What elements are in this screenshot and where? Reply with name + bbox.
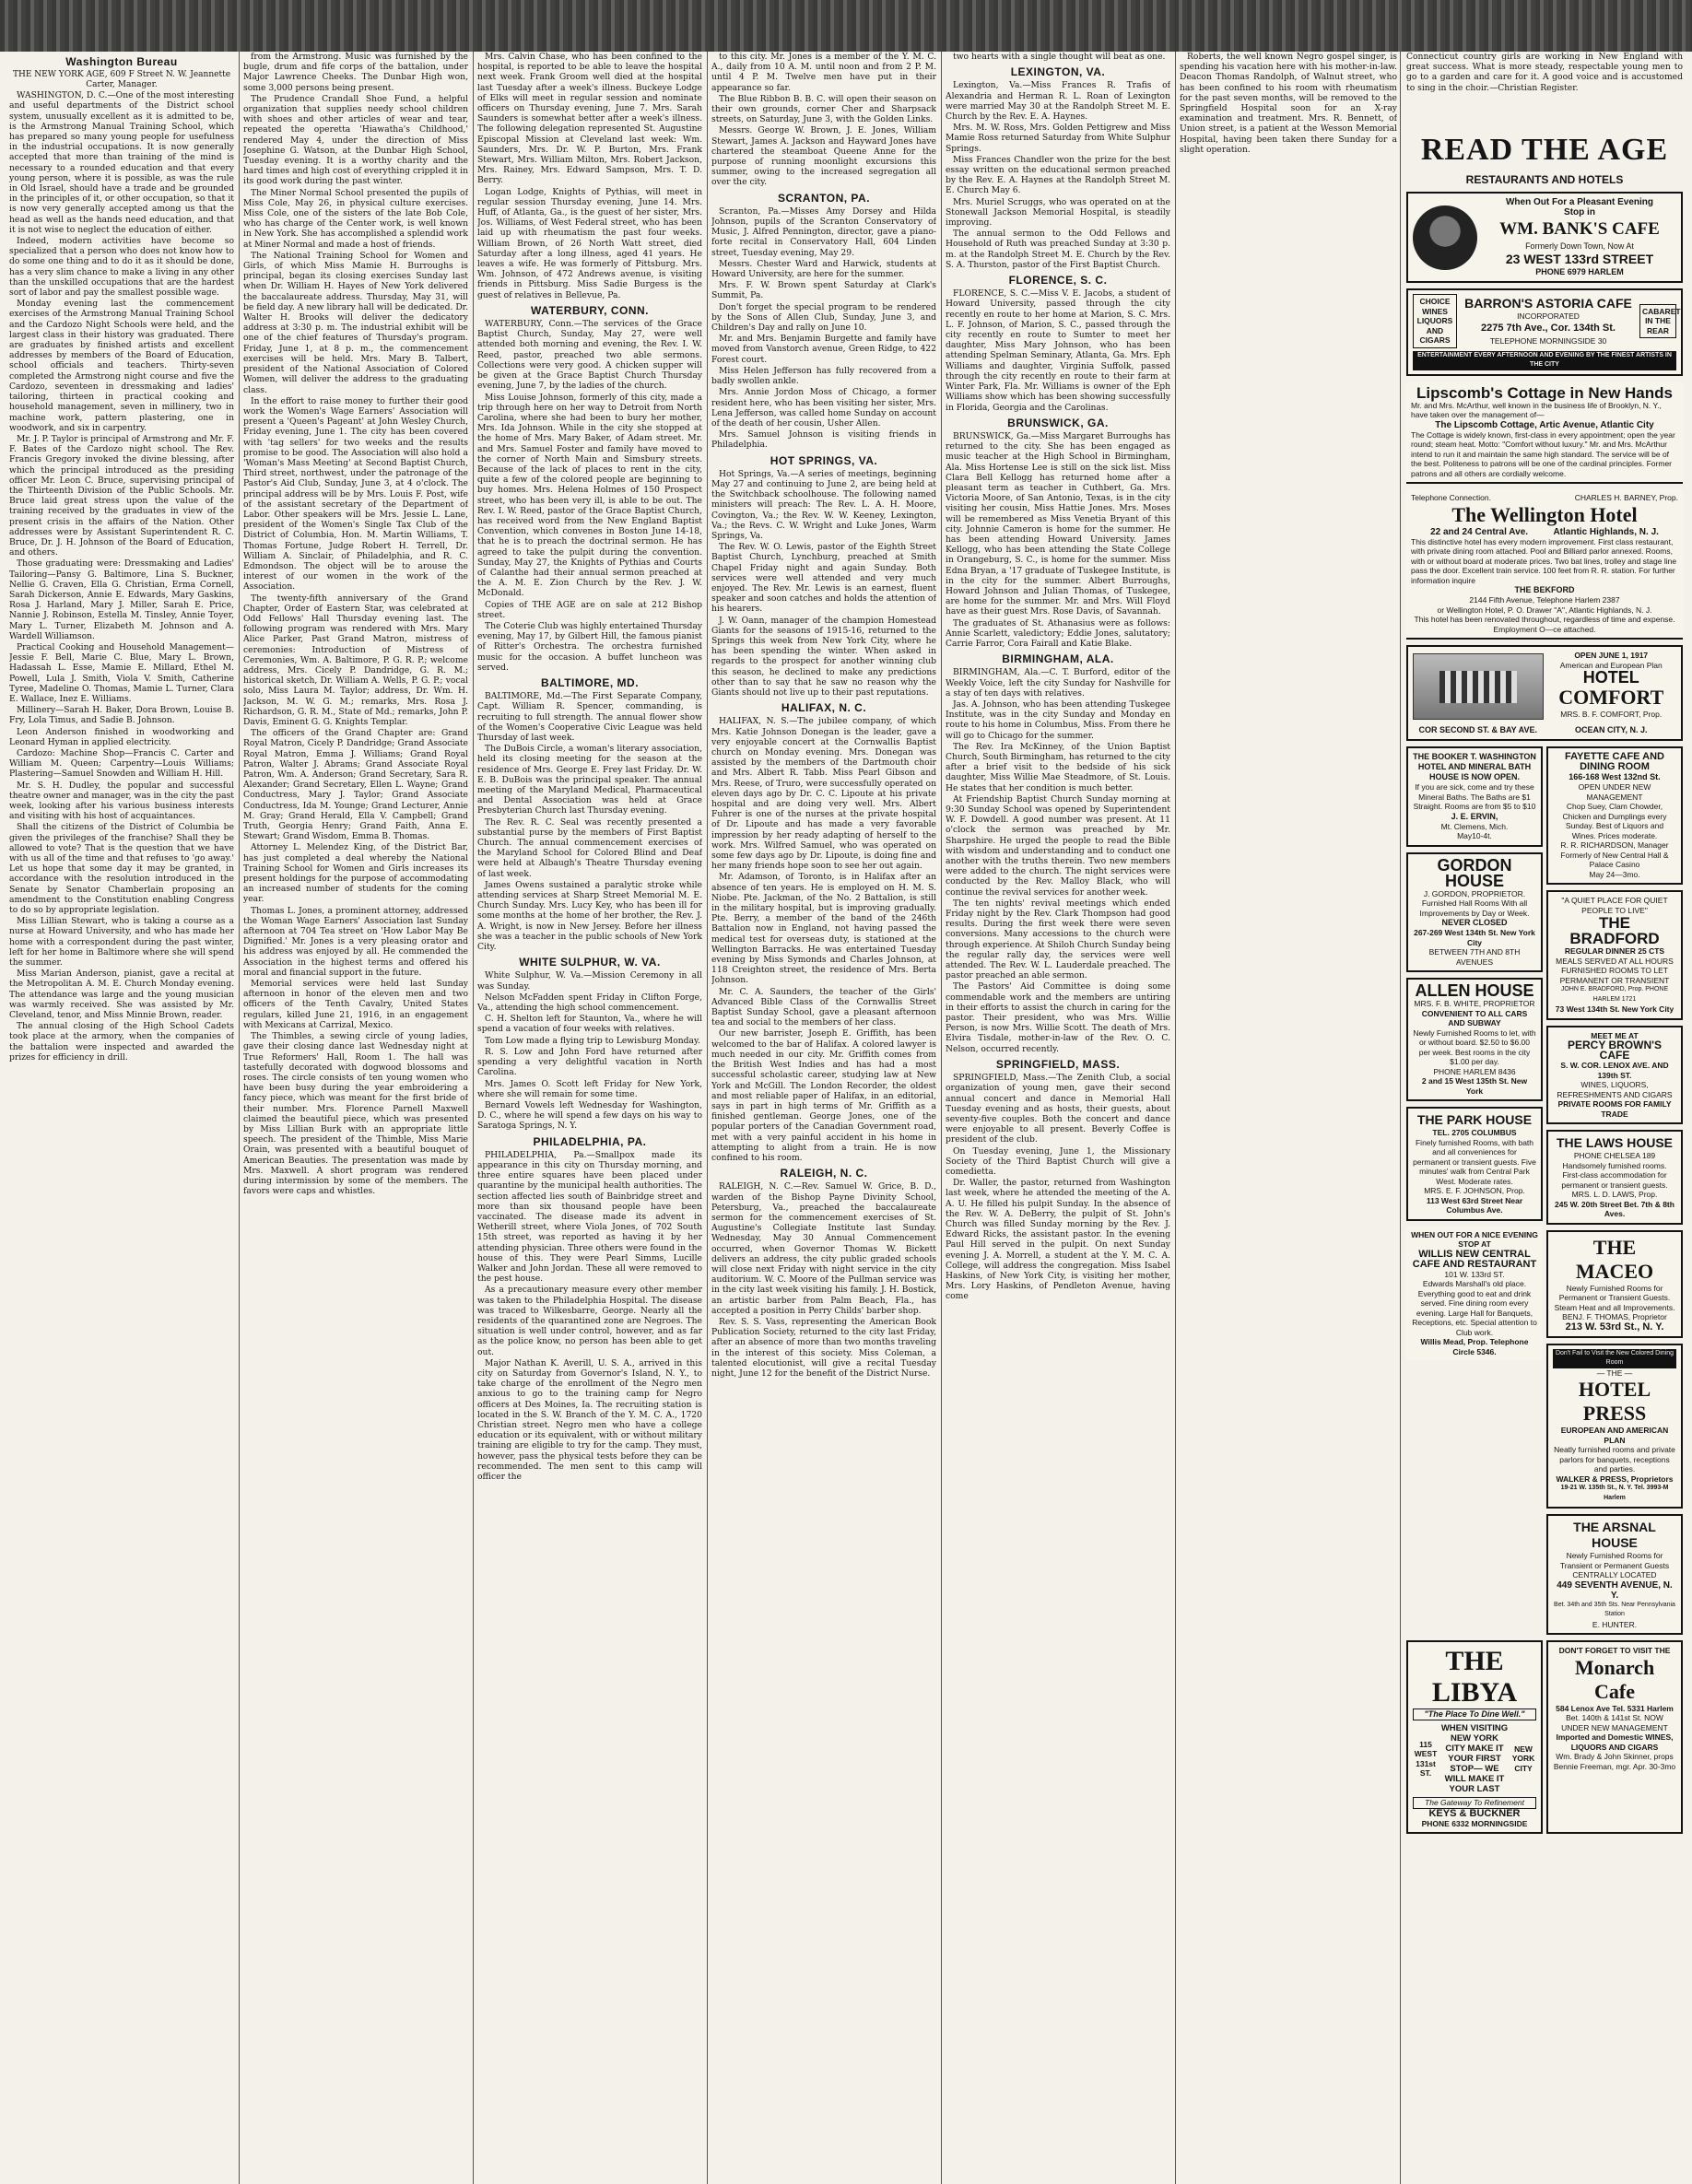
article-paragraph: SPRINGFIELD, Mass.—The Zenith Club, a social organization of young men, gave their second annual concert and dance in Memorial Hall Tuesday evening and as hosts, their guests, about seventy-five couples. Both the concert and dance were enjoyable to all present. Beverly Coffee is president of the club. bbox=[946, 1073, 1170, 1145]
article-paragraph: Miss Lillian Stewart, who is taking a course as a nurse at Howard University, and who has made her home with a correspondent during the past winter, left for her home in Baltimore where she will spend the summer. bbox=[9, 916, 234, 969]
ad-address: 73 West 134th St. New York City bbox=[1555, 1004, 1674, 1014]
column-rule bbox=[941, 52, 942, 2184]
article-paragraph: Miss Frances Chandler won the prize for the best essay written on the educational sermon preached by the Rev. E. A. Haynes at the Randolph Street M. E. Church May 6. bbox=[946, 154, 1170, 196]
ad-title: THE ARSNAL HOUSE bbox=[1573, 1520, 1656, 1550]
ad-proprietor: BENJ. F. THOMAS, Proprietor bbox=[1562, 1312, 1667, 1321]
column-rule bbox=[473, 52, 474, 2184]
banks-cafe-ad bbox=[1406, 192, 1683, 283]
article-paragraph: Nelson McFadden spent Friday in Clifton Forge, Va., attending the high school commencement. bbox=[477, 992, 702, 1014]
article-paragraph: Don't forget the special program to be rendered by the Sons of Allen Club, Sunday, June 3, and Children's Day and rally on June 10. bbox=[711, 301, 936, 334]
ad-text: PERMANENT OR TRANSIENT bbox=[1559, 975, 1670, 985]
article-paragraph: Those graduating were: Dressmaking and Ladies' Tailoring—Pansy G. Baltimore, Lina S. Buckner, Nellie G. Craven, Ella G. Christian, Erma Cornell, Sarah Dickerson, Annie E. Edwards, Mary Gaskins, Rosa J. Harland, Mary J. Miller, Sarah E. Price, Nannie J. Robinson, Estella M. Tinsley, Annie Toyer, Mary L. Turner, Elizabeth M. Johnson and A. Wardell Williamson. bbox=[9, 558, 234, 641]
bradford-ad bbox=[1546, 890, 1683, 1020]
ad-title: WM. BANK'S CAFE bbox=[1499, 219, 1660, 239]
ad-title: COMFORT bbox=[1558, 686, 1664, 709]
ad-proprietor: MRS. E. F. JOHNSON, Prop. bbox=[1424, 1186, 1525, 1195]
section-heading: BRUNSWICK, GA. bbox=[1007, 416, 1109, 429]
section-heading: SCRANTON, PA. bbox=[777, 191, 871, 205]
ad-title: BARRON'S ASTORIA CAFE bbox=[1464, 295, 1632, 311]
article-paragraph: C. H. Shelton left for Staunton, Va., where he will spend a vacation of four weeks with relatives. bbox=[477, 1014, 702, 1035]
article-paragraph: Miss Marian Anderson, pianist, gave a recital at the Metropolitan A. M. E. Church Monday evening. The attendance was large and the young musician was warmly received. She was assisted by Mr. Cleveland, tenor, and Miss Minnie Brown, reader. bbox=[9, 969, 234, 1021]
column-2 bbox=[243, 52, 468, 2184]
ad-address: 267-269 West 134th St. New York City bbox=[1414, 928, 1535, 947]
scanned-page-top-edge bbox=[0, 0, 1692, 52]
ad-text: Edwards Marshall's old place. Everything good to eat and drink served. Fine dining room every evening. Large Hall for Banquets, Receptions, etc. Special attention to Club work. bbox=[1412, 1279, 1537, 1337]
ad-title: THE PARK HOUSE bbox=[1416, 1112, 1533, 1127]
ad-text: NEVER CLOSED bbox=[1441, 918, 1508, 927]
section-heading: FLORENCE, S. C. bbox=[1008, 274, 1108, 288]
ad-title: ALLEN HOUSE bbox=[1415, 981, 1534, 1000]
article-paragraph: Mrs. Calvin Chase, who has been confined to the hospital, is reported to be able to leave the hospital next week. Frank Groom well died at the hospital last Tuesday after a week's illness. Buckeye Lodge of Elks will meet in regular session and nominate officers on Thursday evening, June 7. Mrs. Sarah Saunders is somewhat better after a week's illness. The following delegation represented St. Augustine Episcopal Mission at Cleveland last week: Wm. Saunders, Mrs. Dr. W. P. Burton, Mrs. Frank Stewart, Mrs. William Milton, Mrs. Robert Jackson, Mrs. Rainey, Mrs. Edward Sampson, Mrs. T. D. Berry. bbox=[477, 52, 702, 186]
lipscomb-cottage-ad bbox=[1406, 382, 1683, 485]
article-paragraph: Millinery—Sarah H. Baker, Dora Brown, Louise B. Fry, Lola Timus, and Sadie B. Johnson. bbox=[9, 705, 234, 726]
ad-address: 584 Lenox Ave Tel. 5331 Harlem bbox=[1556, 1703, 1674, 1713]
article-paragraph: Messrs. Chester Ward and Harwick, students at Howard University, are here for the summer. bbox=[711, 258, 936, 280]
allen-house-ad bbox=[1406, 978, 1543, 1101]
article-paragraph: HALIFAX, N. S.—The jubilee company, of which Mrs. Katie Johnson Donegan is the leader, gave a very enjoyable concert at the Cornwallis Baptist church on Monday evening. Mrs. Donegan was assisted by the members of the Dartmouth choir and Mrs. Albert R. Tabb. Miss Pearl Gibson and Mrs. Reese, of Truro, were successfully operated on eleven days ago by Dr. C. C. Lipoute at his private hospital and are doing very well. Mrs. Albert Fuhrer is one of the nurses at the private hospital of Dr. Lipoute and has made a very favorable impression by her ready adapting of herself to the work. Mrs. Wilfred Samuel, who was operated on some few days ago by Dr. Lipoute, is doing fine and her many friends hope soon to see her out again. bbox=[711, 716, 936, 872]
column-6 bbox=[1180, 52, 1397, 2184]
ad-proprietor: WALKER & PRESS, Proprietors bbox=[1556, 1474, 1674, 1484]
column-1 bbox=[9, 52, 234, 2184]
ad-address: S. W. COR. LENOX AVE. AND 139th ST. bbox=[1560, 1061, 1669, 1080]
ad-proprietor: KEYS & BUCKNER bbox=[1428, 1807, 1521, 1819]
article-paragraph: Lexington, Va.—Miss Frances R. Trafis of Alexandria and Herman R. L. Roan of Lexington were married May 30 at the Randolph Street M. E. Church by the Rev. E. A. Haynes. bbox=[946, 80, 1170, 123]
ad-address: COR SECOND ST. & BAY AVE. bbox=[1418, 725, 1538, 734]
article-paragraph: Mr. C. A. Saunders, the teacher of the Girls' Advanced Bible Class of the Cornwallis Street Baptist Sunday School, gave a pleasant afternoon tea and social to the members of her class. bbox=[711, 986, 936, 1028]
section-heading: WATERBURY, CONN. bbox=[531, 303, 649, 317]
ad-proprietor: J. GORDON, PROPRIETOR. bbox=[1423, 888, 1526, 898]
ad-phone: PHONE CHELSEA 189 bbox=[1573, 1151, 1656, 1160]
ad-text: Mr. and Mrs. McArthur, well known in the business life of Brooklyn, N. Y., have taken over the management of— bbox=[1411, 400, 1662, 419]
ad-title: THE BRADFORD bbox=[1569, 914, 1660, 947]
article-paragraph: Thomas L. Jones, a prominent attorney, addressed the Woman Wage Earners' Association last Sunday afternoon at 704 Tea street on 'How Labor May Be Dignified.' Mr. Jones is a very pleasing orator and his address was enjoyed by all. He commended the Association in the highest terms and offered his moral and financial support in the future. bbox=[243, 905, 468, 978]
article-paragraph: James Owens sustained a paralytic stroke while attending services at Sharp Street Memorial M. E. Church Sunday. Mrs. Lucy Key, who has been ill for some months at the home of her brother, the Rev. J. A. Wright, is now in New Jersey. Before her illness she was a teacher in the public schools of New York City. bbox=[477, 879, 702, 953]
section-heading: BIRMINGHAM, ALA. bbox=[1002, 652, 1114, 666]
ad-title: FAYETTE CAFE AND DINING ROOM bbox=[1565, 751, 1664, 772]
ad-phone: PHONE HARLEM 8436 bbox=[1433, 1066, 1516, 1076]
ad-address: 2 and 15 West 135th St. New York bbox=[1421, 1076, 1528, 1096]
article-paragraph: Monday evening last the commencement exercises of the Armstrong Manual Training School and the Cardozo Night Schools were held, and the largest class in their history was graduated. There are graduates by finished artists and excellent addresses by members of the Board of Education, school officials and teachers. Thirty-seven completed the Armstrong night course and five the Cardozo, seventeen in dressmaking and ladies' tailoring, thirteen in practical cooking and household management, seven in millinery, two in machine work, pattern plastering, one in woodwork, and six in carpentry. bbox=[9, 299, 234, 433]
ad-title: THE MACEO bbox=[1575, 1235, 1654, 1283]
article-paragraph: Tom Low made a flying trip to Lewisburg Monday. bbox=[485, 1035, 700, 1046]
article-paragraph: The Rev. W. O. Lewis, pastor of the Eighth Street Baptist Church, Lynchburg, preached at Smith Chapel Friday night and again Sunday. Both services were well attended and very much enjoyed. The Rev. Mr. Lewis is an earnest, fluent speaker and soon catches and holds the attention of his hearers. bbox=[711, 542, 936, 615]
ad-text: The Lipscomb Cottage, Artic Avenue, Atlantic City bbox=[1435, 419, 1654, 430]
ad-proprietor: MRS. B. F. COMFORT, Prop. bbox=[1560, 710, 1663, 719]
ad-text: OPEN UNDER NEW MANAGEMENT bbox=[1578, 782, 1651, 802]
ad-phone: TEL. 2705 COLUMBUS bbox=[1432, 1128, 1517, 1137]
fayette-cafe-ad bbox=[1546, 746, 1683, 885]
ad-address: 23 WEST 133rd STREET bbox=[1505, 252, 1654, 266]
article-paragraph: The National Training School for Women and Girls, of which Miss Mamie H. Burroughs is principal, began its closing exercises Sunday last when Dr. William H. Hayes of New York delivered the baccalaureate address. Thursday, May 31, will be field day. A new library hall will be dedicated. Dr. Walter H. Brooks will deliver the dedicatory address at 3:30 p. m. The industrial exhibit will be one of the chief features of Thursday's program. Friday, June 1, at 8 p. m., the commencement exercises will be held. Mrs. Mary B. Talbert, president of the National Association of Colored Women, will deliver the address to the graduating class. bbox=[243, 250, 468, 395]
ad-title: PERCY BROWN'S CAFE bbox=[1568, 1039, 1662, 1062]
article-paragraph: The graduates of St. Athanasius were as follows: Annie Scarlett, valedictory; Eddie Jones, salutatory; Carrie Farror, Cora Fairall and Katie Blake. bbox=[946, 617, 1170, 649]
article-paragraph: The Coterie Club was highly entertained Thursday evening, May 17, by Gilbert Hill, the famous pianist of Ritter's Orchestra. The orchestra furnished music for the occasion. A buffet luncheon was served. bbox=[477, 620, 702, 673]
article-paragraph: Mrs. Annie Jordon Moss of Chicago, a former resident here, who has been visiting her sister, Mrs. Lena Jefferson, was called home Sunday on account of the death of her cousin, Usher Allen. bbox=[711, 387, 936, 429]
ad-text: Stop in bbox=[1564, 207, 1595, 217]
ad-address: Mt. Clemens, Mich. bbox=[1440, 821, 1509, 831]
ad-text: Newly Furnished Rooms to let, with or without board. $2.50 to $6.00 per week. Best rooms in the city $1.00 per day. bbox=[1413, 1027, 1536, 1066]
column-rule bbox=[1400, 52, 1401, 2184]
ad-text: CONVENIENT TO ALL CARS AND SUBWAY bbox=[1421, 1008, 1528, 1027]
article-paragraph: Memorial services were held last Sunday afternoon in honor of the eleven men and two officers of the Tenth Cavalry, United States regulars, killed June 21, 1916, in an engagement with Mexicans at Carrizal, Mexico. bbox=[243, 979, 468, 1030]
ad-phone: Telephone Connection. bbox=[1411, 493, 1491, 502]
article-paragraph: The Rev. R. C. Seal was recently presented a substantial purse by the members of First Baptist Church. The annual commencement exercises of the Maryland School for Colored Blind and Deaf were held at Albaugh's Theatre Thursday evening of last week. bbox=[477, 816, 702, 879]
section-heading: HOT SPRINGS, VA. bbox=[770, 453, 878, 467]
ad-proprietor: Willis Mead, Prop. Telephone Circle 5346. bbox=[1420, 1337, 1529, 1356]
article-paragraph: Shall the citizens of the District of Columbia be given the privileges of the franchise? Shall they be allowed to vote? That is the question that we have with us all of the time and that refuses to 'go away.' Let us hope that some day it may be granted, in accordance with the resolution introduced in the Senate by Senator Chamberlain proposing an amendment to the Constitution enabling Congress to do so by appropriate legislation. bbox=[9, 822, 234, 916]
ad-text: MEET ME AT bbox=[1591, 1030, 1639, 1040]
article-paragraph: Attorney L. Melendez King, of the District Bar, has just completed a deal whereby the National Training School for Women and Girls increases its present holdings for the purpose of accommodating an increased number of students for the coming year. bbox=[243, 842, 468, 905]
ad-text: Imported and Domestic WINES, LIQUORS AND CIGARS bbox=[1556, 1732, 1674, 1752]
article-paragraph: Messrs. George W. Brown, J. E. Jones, William Stewart, James A. Jackson and Hayward Jones have chartered the steamboat Queene Anne for the purpose of running moonlight excursions this summer, owing to the increased segregation all over the city. bbox=[711, 125, 936, 188]
ad-address: OCEAN CITY, N. J. bbox=[1574, 725, 1648, 734]
ad-proprietor: JOHN E. BRADFORD, Prop. PHONE HARLEM 1721 bbox=[1560, 986, 1669, 1003]
percy-browns-cafe-ad bbox=[1546, 1026, 1683, 1125]
article-paragraph: The annual sermon to the Odd Fellows and Household of Ruth was preached Sunday at 3:30 p. m. at the Randolph Street M. E. Church by the Rev. S. A. Thurston, pastor of the First Baptist Church. bbox=[946, 229, 1170, 270]
ad-text: Formerly Down Town, Now At bbox=[1525, 241, 1634, 251]
ad-address: 449 SEVENTH AVENUE, N. Y. bbox=[1557, 1579, 1673, 1601]
ad-text: Chop Suey, Clam Chowder, Chicken and Dumplings every Sunday. Best of Liquors and Wines. Prices moderate. bbox=[1562, 802, 1667, 840]
ad-text: Furnished Hall Rooms With all Improvements by Day or Week. bbox=[1419, 898, 1530, 918]
article-paragraph: The Rev. Ira McKinney, of the Union Baptist Church, South Birmingham, has returned to the city after a brief visit to the bedside of his sick daughter, Miss Willie Mae Steadmore, of St. Louis. He states that her condition is much better. bbox=[946, 741, 1170, 793]
ad-text: FURNISHED ROOMS TO LET bbox=[1561, 966, 1668, 975]
hotel-building-image bbox=[1413, 653, 1544, 720]
ad-text: The Cottage is widely known, first-class in every appointment; open the year round; steam heat. Motto: "Comfort without luxury." Mr. and Mrs. McArthur intend to run it and maintain the same high standard. The service will be of the best. Politeness to patrons will be one of the cardinal principles. Former patrons and all others are cordially welcome. bbox=[1411, 429, 1675, 478]
article-paragraph: WASHINGTON, D. C.—One of the most interesting and useful departments of the District school system, unusually excellent as it is admitted to be, is the Armstrong Manual Training School, which has prepared so many young people for usefulness in the industrial occupations. It is now generally accepted that more than training of the mind is necessary to a rounded education and that every young person, where it is possible, as was the rule in Old Israel, should have a trade and be grounded in the principles of it, or other occupation, so that it is now very generally accepted among us that the head as well as the hands need education, and that it is not wise to neglect the education of either. bbox=[9, 90, 234, 235]
ad-address: 2275 7th Ave., Cor. 134th St. bbox=[1481, 323, 1616, 335]
article-paragraph: Our new barrister, Joseph E. Griffith, has been welcomed to the bar of Halifax. A colored lawyer is much needed in our city. Mr. Griffith comes from the British West Indies and has had a most successful scholastic career, studying law at New York and McGill. The London Recorder, the oldest and most reliable paper of Halifax, in an editorial, says in part in high terms of Mr. Griffith as a finished gentleman. George Jones, one of the popular porters of the Canadian Government road, met with a very painful accident in his home in attempting to alight from a train. He is now confined to his room. bbox=[711, 1028, 936, 1163]
article-paragraph: The twenty-fifth anniversary of the Grand Chapter, Order of Eastern Star, was celebrated at Odd Fellows' Hall Thursday evening last. The following program was rendered with Mrs. Mary Alice Parker, Past Grand Matron, mistress of ceremonies: Introduction of Mistress of Ceremonies, Wm. A. Baltimore, P. G. R. P.; welcome address, Mrs. Cicely P. Dandridge, G. R. M.; historical sketch, Dr. William A. Wells, P. G. P.; vocal solo, Miss Laura M. Taylor; address, Dr. Wm. H. Jackson, M. W. G. M.; remarks, Mrs. Rosa J. Richardson, G. R. M., State of Md.; remarks, John P. Davis, Eminent G. G. Knights Templar. bbox=[243, 593, 468, 727]
ad-text: Newly Furnished Rooms for Permanent or Transient Guests. Steam Heat and all Improvements. bbox=[1554, 1283, 1675, 1312]
article-paragraph: Mr. and Mrs. Benjamin Burgette and family have moved from Vanstorch avenue, Green Ridge, to 422 Forest court. bbox=[711, 334, 936, 365]
article-paragraph: Leon Anderson finished in woodworking and Leonard Hyman in applied electricity. bbox=[9, 726, 234, 747]
ad-text: HOTEL bbox=[1582, 668, 1639, 687]
arsnal-house-ad bbox=[1546, 1514, 1683, 1635]
article-paragraph: Logan Lodge, Knights of Pythias, will meet in regular session Thursday evening, June 14. Mrs. Huff, of Atlanta, Ga., is the guest of her sister, Mrs. Jos. Williams, of West Federal street, who has been laid up with rheumatism the past four weeks. William Brown, of 26 North Watt street, died Saturday after a long illness, aged 41 years. He leaves a wife. He was formerly of Pittsburg. Mrs. Wm. Johnson, of 472 Andrews avenue, is visiting friends in Pittsburg. Miss Sadie Burgess is the guest of relatives in Bellevue, Pa. bbox=[477, 186, 702, 300]
ad-text: PRIVATE ROOMS FOR FAMILY TRADE bbox=[1557, 1099, 1672, 1119]
ad-text: CABARET IN THE REAR bbox=[1639, 304, 1676, 339]
article-paragraph: Major Nathan K. Averill, U. S. A., arrived in this city on Saturday from Governor's Island, N. Y., to take charge of the enrollment of the Negro men anxious to go to the training camp for Negro officers at Des Moines, Ia. The recruiting station is located in the S. W. Branch of the Y. M. C. A., 1720 Christian street. Negro men who have a college education or its equivalent, with or without military training are eligible to try for the camp. They must, however, pass the physical tests before they can be recommended. The men sent to this camp will officer the bbox=[477, 1357, 702, 1483]
ad-text: INCORPORATED bbox=[1517, 311, 1580, 321]
ad-text: EUROPEAN AND AMERICAN PLAN bbox=[1560, 1426, 1669, 1445]
article-paragraph: At Friendship Baptist Church Sunday morning at 9:30 Sunday School was opened by Superintendent W. F. Dowdell. A good number was present. At 11 o'clock the sermon was preached by Mr. Sharpshire. He urged the people to read the Bible with wisdom and understanding and to conduct one another with the truths therein. Two new members were added to the church. The night services were conducted by the Rev. Malloy Black, who will continue the revival services for another week. bbox=[946, 793, 1170, 898]
ad-proprietor: E. HUNTER. bbox=[1592, 1619, 1638, 1629]
ad-address: 113 West 63rd Street Near Columbus Ave. bbox=[1426, 1195, 1523, 1215]
ad-text: Handsomely furnished rooms. First-class accommodation for permanent or transient guests. bbox=[1561, 1160, 1668, 1190]
ad-text: The Gateway To Refinement bbox=[1413, 1797, 1536, 1809]
read-the-age-heading: READ THE AGE bbox=[1420, 133, 1669, 167]
article-paragraph: Miss Louise Johnson, formerly of this city, made a trip through here on her way to Detroit from North Carolina, where she had been to bury her mother, Mrs. Ida Johnson. While in the city she stopped at the home of Mrs. Mary Baker, of Adam street. Mr. and Mrs. Samuel Foster and family have moved to the corner of North Main and Simsbury streets. Because of the lack of places to rent in the city, quite a few of the colored people are beginning to buy homes. Mrs. Helena Holmes of 150 Prospect street, who has been very ill, is able to be out. The Rev. I. W. Reed, pastor of the Grace Baptist Church, has received word from the New England Baptist Convention, which convenes in Boston June 14-18, that he is to preach the doctrinal sermon. He has agreed to take the pulpit during the convention. Sunday, May 27, the Knights of Pythias and Courts of Calanthe had their annual sermon preached at the A. M. E. Zion Church by the Rev. J. W. McDonald. bbox=[477, 392, 702, 599]
ad-phone: TELEPHONE MORNINGSIDE 30 bbox=[1489, 336, 1607, 346]
section-heading: BALTIMORE, MD. bbox=[540, 675, 640, 689]
ad-text: WINES, LIQUORS, REFRESHMENTS AND CIGARS bbox=[1557, 1080, 1673, 1099]
article-paragraph: The DuBois Circle, a woman's literary association, held its closing meeting for the season at the residence of Mrs. George E. Frey last Friday. Dr. W. E. B. DuBois was the principal speaker. The annual meeting of the Maryland Medical, Pharmaceutical and Dental Association was held at Grace Presbyterian Church last Thursday evening. bbox=[477, 744, 702, 816]
article-paragraph: In the effort to raise money to further their good work the Women's Wage Earners' Association will present a 'Queen's Pageant' at John Wesley Church, Friday evening, June 1. The city has been covered with 'tag sellers' for two weeks and the results promise to be good. The Association will also hold a 'Woman's Mass Meeting' at Second Baptist Church, Third street, northwest, under the patronage of the Pastor's Aid Club, Sunday, June 3, at 4 o'clock. The principal address will be by Mrs. Louis F. Post, wife of the assistant secretary of the Department of Labor. Other speakers will be Mrs. Jessie L. Lane, president of the Women's Single Tax Club of the District of Columbia, Hon. M. Martin Williams, T. Thomas Fortune, Judge Robert H. Terrell, Dr. William A. Sinclair, of Philadelphia, and R. C. Edmondson. The object will be to arouse the interest of our women in the work of the Association. bbox=[243, 395, 468, 593]
article-paragraph: RALEIGH, N. C.—Rev. Samuel W. Grice, B. D., warden of the Bishop Payne Divinity School, Petersburg, Va., preached the baccalaureate sermon for the commencement exercises of St. Augustine's Collegiate Institute last Sunday. Wednesday, May 30 Annual Commencement occurred, when Governor Thomas W. Bickett delivers an address, the city public graded schools will close next Friday with night service in the city auditorium. W. C. Moore of the Pullman service was in the city last week visiting his family. J. H. Bostick, an artistic barber from Palm Beach, Fla., has accepted a position in Perry Childs' barber shop. bbox=[711, 1181, 936, 1316]
ad-proprietor: J. E. ERVIN, bbox=[1451, 811, 1498, 821]
article-paragraph: The officers of the Grand Chapter are: Grand Royal Matron, Cicely P. Dandridge; Grand Associate Royal Matron, Emma J. Williams; Grand Royal Patron, Walter J. Abrams; Grand Associate Royal Patron, Wm. A. Anderson; Grand Secretary, Sara R. Alexander; Grand Secretary, Ellen L. Wayne; Grand Conductress, Mary J. Taylor; Grand Associate Conductress, Ida M. Younge; Grand Lecturer, Annie M. Gray; Grand Herald, Ella V. Campbell; Grand Truth, Georgia Henry; Grand Faith, Anna E. Stewart; Grand Wisdom, Emma B. Thomas. bbox=[243, 728, 468, 842]
column-rule bbox=[1175, 52, 1176, 2184]
article-paragraph: Mr. J. P. Taylor is principal of Armstrong and Mr. F. F. Bates of the Cardozo night school. The Rev. Francis Gregory invoked the divine blessing, after which the principal introduced as the presiding officer Mr. Leon C. Bruce, supervising principal of the Thirteenth Division of the Public Schools. Mr. Bruce laid great stress upon the value of the training received by the graduates in view of the present crisis in the affairs of the Nation. Other addresses were by Assistant Superintendent R. C. Bruce, Dr. J. H. Johnson of the Board of Education, and others. bbox=[9, 433, 234, 558]
hotel-press-ad bbox=[1546, 1344, 1683, 1509]
ad-text: When Out For a Pleasant Evening bbox=[1505, 197, 1654, 207]
article-paragraph: Mrs. Samuel Johnson is visiting friends in Philadelphia. bbox=[711, 429, 936, 451]
article-paragraph: WATERBURY, Conn.—The services of the Grace Baptist Church, Sunday, May 27, were well attended both morning and evening, the Rev. I. W. Reed, pastor, preached two able sermons. Collections were very good. A chicken supper will be given at the Grace Baptist Church Thursday evening, June 7, by the ladies of the church. bbox=[477, 319, 702, 392]
maceo-ad bbox=[1546, 1230, 1683, 1338]
ad-title: THE LAWS HOUSE bbox=[1556, 1135, 1673, 1150]
ad-text: — THE — bbox=[1596, 1368, 1633, 1378]
article-paragraph: two hearts with a single thought will beat as one. bbox=[953, 52, 1166, 62]
willis-cafe-ad bbox=[1406, 1227, 1543, 1361]
article-paragraph: R. S. Low and John Ford have returned after spending a very delightful vacation in North Carolina. bbox=[477, 1046, 702, 1078]
article-paragraph: Miss Helen Jefferson has fully recovered from a badly swollen ankle. bbox=[711, 365, 936, 387]
section-heading: WHITE SULPHUR, W. VA. bbox=[519, 956, 661, 969]
article-paragraph: from the Armstrong. Music was furnished by the bugle, drum and fife corps of the battalion, under Major Lawrence Cheeks. The Dunbar High won, some 3,000 persons being present. bbox=[243, 52, 468, 93]
ad-text: WHEN VISITING NEW YORK CITY MAKE IT YOUR FIRST STOP— WE WILL MAKE IT YOUR LAST bbox=[1440, 1723, 1509, 1794]
section-heading: RALEIGH, N. C. bbox=[780, 1167, 868, 1180]
ad-proprietor: Wm. Brady & John Skinner, props bbox=[1556, 1752, 1674, 1761]
ad-text: ENTERTAINMENT EVERY AFTERNOON AND EVENING BY THE FINEST ARTISTS IN THE CITY bbox=[1413, 351, 1676, 370]
article-paragraph: Mr. S. H. Dudley, the popular and successful theatre owner and manager, was in the city the past week, looking after his various business interests and visiting with his host of acquaintances. bbox=[9, 780, 234, 822]
ad-address: 101 W. 133rd ST. bbox=[1444, 1269, 1505, 1279]
article-paragraph: As a precautionary measure every other member was taken to the Philadelphia Hospital. The disease was traced to Wilkesbarre, George. Nearly all the residents of the quarantined zone are Negroes. The situation is well under control, however, and as far as the police know, no person has been able to get out. bbox=[477, 1285, 702, 1357]
ad-text: CHOICE WINES LIQUORS AND CIGARS bbox=[1413, 294, 1457, 348]
ad-text: Newly Furnished Rooms for Transient or Permanent Guests bbox=[1559, 1551, 1670, 1570]
ad-text: REGULAR DINNER 25 CTS bbox=[1564, 946, 1665, 956]
article-paragraph: PHILADELPHIA, Pa.—Smallpox made its appearance in this city on Thursday morning, and three entire squares have been placed under quarantine by the municipal health authorities. The section affected lies south of Bainbridge street and more than six thousand people have been vaccinated. The disease made its advent in Wetherill street, where Viola Jones, of 702 South 15th street, was reported as having it by her attending physician. Three others were found in the house of this. They were Pearl Simms, Lucille Walker and John Jordan. These all were removed to the pest house. bbox=[477, 1149, 702, 1285]
monarch-cafe-ad bbox=[1546, 1640, 1683, 1834]
ad-phone: PHONE 6979 HARLEM bbox=[1535, 267, 1624, 276]
ad-title: Lipscomb's Cottage in New Hands bbox=[1416, 383, 1673, 402]
article-paragraph: On Tuesday evening, June 1, the Missionary Society of the Third Baptist Church will give a comedietta. bbox=[946, 1145, 1170, 1177]
article-paragraph: The Blue Ribbon B. B. C. will open their season on their own grounds, corner Cher and Sharpsack streets, on Saturday, June 3, with the Golden Links. bbox=[711, 93, 936, 125]
ad-address: 19-21 W. 135th St., N. Y. Tel. 3993-M Harlem bbox=[1560, 1485, 1669, 1501]
article-paragraph: Jas. A. Johnson, who has been attending Tuskegee Institute, was in the city Sunday and Monday en route to his home in Columbus, Miss. From there he will go to Chicago for the summer. bbox=[946, 699, 1170, 741]
article-paragraph: White Sulphur, W. Va.—Mission Ceremony in all was Sunday. bbox=[477, 970, 702, 992]
advertisement-column bbox=[1403, 52, 1686, 2184]
article-paragraph: The Pastors' Aid Committee is doing some commendable work and the members are untiring in their efforts to assist the church in caring for the pastor. Their president, who was Mrs. Willie Person, is now Mrs. Willie Scott. The death of Mrs. Elvira Tisdale, mother-in-law of the Rev. O. C. Nelson, occurred recently. bbox=[946, 981, 1170, 1054]
article-paragraph: Copies of THE AGE are on sale at 212 Bishop street. bbox=[477, 599, 702, 620]
top-right-text: Connecticut country girls are working in New England with great success. What is more steady, respectable young men to go to a garden and care for it. A good voice and is accustomed to sing in the choir.—Christian Register. bbox=[1406, 52, 1683, 93]
article-paragraph: Bernard Vowels left Wednesday for Washington, D. C., where he will spend a few days on his way to Saratoga Springs, N. Y. bbox=[477, 1099, 702, 1132]
article-paragraph: The Miner Normal School presented the pupils of Miss Cole, May 26, in physical culture exercises. Miss Cole, one of the sisters of the late Bob Cole, who has charge of the Center work, is well known in New York. She has accomplished a splendid work at Miner Normal and made a host of friends. bbox=[243, 187, 468, 250]
ad-text: NEW YORK CITY bbox=[1511, 1744, 1535, 1773]
ad-text: CENTRALLY LOCATED bbox=[1572, 1570, 1657, 1579]
ad-text: If you are sick, come and try these Mineral Baths. The Baths are $1 Straight. Rooms are from $5 to $10 bbox=[1413, 782, 1536, 811]
ad-text: "The Place To Dine Well." bbox=[1413, 1708, 1536, 1720]
article-paragraph: Roberts, the well known Negro gospel singer, is spending his vacation here with his mother-in-law. Deacon Thomas Randolph, of Walnut street, who has been confined to his room with rheumatism for the past seven months, will be removed to the Springfield Hospital soon for an X-ray examination and treatment. Mrs. R. Bennett, of Union street, is a patient at the Wesson Memorial Hospital, having been taken there Sunday for a slight operation. bbox=[1180, 52, 1397, 155]
ad-text: Finely furnished Rooms, with bath and all conveniences for permanent or transient guests. Five minutes' walk from Central Park West. Moderate rates. bbox=[1413, 1137, 1536, 1186]
section-heading: PHILADELPHIA, PA. bbox=[533, 1134, 647, 1148]
article-paragraph: Indeed, modern activities have become so specialized that a person who does not know how to do some one thing and to do it as it should be done, has a very slim chance to make a living in any other than the unskilled occupations that are the hardest sort of labor and pay the smallest possible wage. bbox=[9, 236, 234, 299]
ad-title: THE BOOKER T. WASHINGTON HOTEL AND MINERAL BATH HOUSE IS NOW OPEN. bbox=[1413, 752, 1536, 781]
article-paragraph: The ten nights' revival meetings which ended Friday night by the Rev. Clark Thompson had good results. During the first week there were seven conversions. Many accessions to the church were through experience. At Shiloh Church Sunday being the regular rally day, the services were well attended. The Rev. W. L. Lauderdale preached. The pastor preached an able sermon. bbox=[946, 898, 1170, 981]
column-4 bbox=[711, 52, 936, 2184]
article-paragraph: The annual closing of the High School Cadets took place at the armory, when the companies of the battalion were inspected and awarded the prizes for efficiency in drill. bbox=[9, 1021, 234, 1063]
libya-ad bbox=[1406, 1640, 1543, 1834]
ad-title: THE LIBYA bbox=[1431, 1646, 1518, 1708]
ad-text: May10-4t. bbox=[1457, 831, 1492, 840]
section-heading: HALIFAX, N. C. bbox=[781, 701, 867, 715]
ad-text: Bet. 140th & 141st St. NOW UNDER NEW MANAGEMENT bbox=[1561, 1713, 1668, 1732]
ad-text: OPEN JUNE 1, 1917 bbox=[1574, 651, 1649, 660]
article-paragraph: Rev. S. S. Vass, representing the American Book Publication Society, returned to the city last Friday, after an absence of more than two months traveling in the interest of this society. Miss Coleman, a talented elocutionist, will give a recital Tuesday night, June 12 for the benefit of the District Nurse. bbox=[711, 1316, 936, 1379]
column-3 bbox=[477, 52, 702, 2184]
ad-text: American and European Plan bbox=[1559, 660, 1663, 670]
article-paragraph: FLORENCE, S. C.—Miss V. E. Jacobs, a student of Howard University, passed through the city recently en route to her home at Marion, S. C. Mrs. L. F. Johnson, of Marion, S. C., passed through the city recently en route to Sumter to meet her daughter, Miss Mary Johnson, who has been attending Spelman Seminary, Atlanta, Ga. Mrs. Eph Williams and daughter, Virginia Suffolk, passed through the city recently en route to their farm at Winter Park, Fla. Mr. Williams is owner of the Eph Williams show which has been showing successfully in Florida, Georgia and the Carolinas. bbox=[946, 288, 1170, 413]
ad-title: The Wellington Hotel bbox=[1451, 502, 1638, 526]
ad-phone: PHONE 6332 MORNINGSIDE bbox=[1421, 1818, 1528, 1828]
article-paragraph: BRUNSWICK, Ga.—Miss Margaret Burroughs has returned to the city. She has been engaged as music teacher at the High School in Birmingham, Ala. Miss Hortense Lee is still on the sick list. Miss Clara Bell Kellogg has returned home after a pleasant term as teacher in Cuthbert, Ga. Mrs. Victoria Moore, of San Antonio, Texas, is in the city visiting her cousin, Miss Hattie Jones. Mrs. Moses will be remembered as Miss Venetia Bryant of this city. Johnnie Cameron is home for the summer. He has been attending Howard University. James Kellogg, who has been attending the State College in Orangeburg, S. C., is home for the summer. Miss Edna Bryan, a '17 graduate of Tuskegee Institute, is in the city for the summer. Albert Burroughs, Howard Johnson and Julian Thomas, of Tuskegee, are home for the summer. Mr. and Mrs. Will Floyd have as their guest Mrs. Rose Davis, of Savannah. bbox=[946, 430, 1170, 617]
ad-text: "A QUIET PLACE FOR QUIET PEOPLE TO LIVE" bbox=[1561, 896, 1668, 915]
article-paragraph: Mrs. Muriel Scruggs, who was operated on at the Stonewall Jackson Memorial Hospital, is steadily improving. bbox=[946, 196, 1170, 229]
article-paragraph: Hot Springs, Va.—A series of meetings, beginning May 27 and continuing to June 2, are being held at the Switchback schoolhouse. The following named ministers will preach: The Rev. L. A. H. Moore, Covington, Va.; the Rev. W. W. Keeney, Lexington, Va.; the Revs. C. W. Wright and Luke Jones, Warm Springs, Va. bbox=[711, 468, 936, 541]
article-paragraph: J. W. Oann, manager of the champion Homestead Giants for the seasons of 1915-16, returned to the Springs this week from New York City, where he has been spending the winter. When asked in regards to the prospect for another winning club this season, he declined to make any predictions other than to say that he saw no reason why the Giants should not live up to their past reputations. bbox=[711, 615, 936, 698]
column-5 bbox=[946, 52, 1170, 2184]
article-paragraph: The Thimbles, a sewing circle of young ladies, gave their closing dance last Wednesday night at True Reformers' Hall, Room 1. The hall was tastefully decorated with dogwood blossoms and roses. The circle consists of ten young women who have been busy during the year embroidering a fancy piece, which was meant for the first bride of their number. Mrs. Florence Parnell Maxwell claimed the beautiful piece, which was presented by Miss Lillian Burk with an appropriate little speech. The president of the Thimble, Miss Marie Orain, was presented with a beautiful bouquet of American Beauties. The presentation was made by Mrs. Maxwell. A short program was rendered during intermission by some of the members. The favors were caps and whistles. bbox=[243, 1031, 468, 1197]
ad-proprietor: R. R. RICHARDSON, Manager bbox=[1560, 840, 1669, 850]
ad-title: HOTEL PRESS bbox=[1578, 1378, 1651, 1425]
ad-text: WHEN OUT FOR A NICE EVENING STOP AT bbox=[1411, 1229, 1538, 1249]
article-paragraph: The Prudence Crandall Shoe Fund, a helpful organization that supplies needy school children with shoes and other articles of wear and tear, repeated the operetta 'Hiawatha's Childhood,' rendered May 4, under the direction of Miss Josephine G. Watson, at the Dunbar High School, Tuesday evening. It is a worthy charity and the hard times and high cost of everything crippled it in its good work during the past winter. bbox=[243, 93, 468, 187]
article-paragraph: BALTIMORE, Md.—The First Separate Company, Capt. William R. Spencer, commanding, is recruiting to full strength. The annual flower show of the Women's Cooperative Civic League was held Thursday of last week. bbox=[477, 691, 702, 743]
ad-text: THE BEKFORD bbox=[1514, 585, 1575, 594]
section-byline: THE NEW YORK AGE, 609 F Street N. W. Jeannette Carter, Manager. bbox=[12, 70, 231, 90]
ad-text: May 24—3mo. bbox=[1589, 869, 1640, 879]
ad-address: 22 and 24 Central Ave. Atlantic Highlands, N. J. bbox=[1430, 526, 1659, 537]
ad-text: Neatly furnished rooms and private parlors for banquets, receptions and parties. bbox=[1554, 1445, 1675, 1474]
article-paragraph: Mrs. James O. Scott left Friday for New York, where she will remain for some time. bbox=[477, 1078, 702, 1099]
ad-proprietor: CHARLES H. BARNEY, Prop. bbox=[1574, 493, 1678, 502]
ad-title: WILLIS NEW CENTRAL CAFE AND RESTAURANT bbox=[1412, 1248, 1537, 1270]
booker-washington-hotel-ad bbox=[1406, 746, 1543, 847]
barrons-astoria-cafe-ad bbox=[1406, 288, 1683, 376]
ad-text: DON'T FORGET TO VISIT THE bbox=[1558, 1646, 1671, 1655]
article-paragraph: Scranton, Pa.—Misses Amy Dorsey and Hilda Johnson, pupils of the Scranton Conservatory of Music, J. Alfred Pennington, director, gave a piano-forte recital in Conservatory Hall, 604 Linden street, Tuesday evening, May 29. bbox=[711, 205, 936, 258]
ad-address: 166-168 West 132nd St. bbox=[1569, 772, 1661, 781]
wellington-hotel-ad bbox=[1406, 489, 1683, 640]
hotel-comfort-ad bbox=[1406, 645, 1683, 741]
ad-text: Formerly of New Central Hall & Palace Casino bbox=[1560, 850, 1669, 869]
ad-address: 2144 Fifth Avenue, Telephone Harlem 2387 bbox=[1469, 595, 1620, 605]
section-heading: Washington Bureau bbox=[65, 55, 178, 68]
ad-text: Bet. 34th and 35th Sts. Near Pennsylvania Station bbox=[1554, 1601, 1675, 1617]
proprietor-portrait bbox=[1413, 205, 1477, 270]
article-paragraph: BIRMINGHAM, Ala.—C. T. Burford, editor of the Weekly Voice, left the city Sunday for Nashville for a stay of ten days with relatives. bbox=[946, 667, 1170, 699]
ad-address: 245 W. 20th Street Bet. 7th & 8th Aves. bbox=[1555, 1199, 1674, 1218]
ad-text: Don't Fail to Visit the New Colored Dining Room bbox=[1553, 1349, 1676, 1368]
article-paragraph: Dr. Waller, the pastor, returned from Washington last week, where he attended the meeting of the A. A. U. He filled his pulpit Sunday. In the absence of the Rev. W. A. DeBerry, the pulpit of St. John's Church was filled Sunday morning by the Rev. J. Edward Ricks, the assistant pastor. In the evening Paul Hill served in the pulpit. On next Sunday evening J. A. Morrell, a student at the Y. M. C. A. College, will address the congregation. Miss Isabel Haskins, of New York City, is visiting her mother, Mrs. Lory Haskins, of Pendleton Avenue, having come bbox=[946, 1178, 1170, 1302]
restaurants-hotels-heading: RESTAURANTS AND HOTELS bbox=[1465, 173, 1624, 186]
ad-text: BETWEEN 7TH AND 8TH AVENUES bbox=[1428, 947, 1521, 967]
park-house-ad bbox=[1406, 1107, 1543, 1221]
article-paragraph: Practical Cooking and Household Management—Jessie F. Bell, Marie C. Blue, Mary L. Brown, Hadassah L. Esse, Mamie E. Millard, Ethel M. Powell, Lula J. Smith, Viola V. Smith, Catherine Tyree, Madeline O. Thomas, Mamie L. Turner, Clara E. Wallace, Inez E. Williams. bbox=[9, 641, 234, 704]
ad-address: or Wellington Hotel, P. O. Drawer "A", Atlantic Highlands, N. J. bbox=[1437, 605, 1652, 615]
article-paragraph: to this city. Mr. Jones is a member of the Y. M. C. A., daily from 10 A. M. until noon and from 2 P. M. until 4 P. M. Twelve men have put in their appearance so far. bbox=[711, 52, 936, 93]
article-paragraph: Mr. Adamson, of Toronto, is in Halifax after an absence of ten years. He is employed on H. M. S. Niobe. Pte. Jackman, of the No. 2 Battalion, is still in the military hospital, but is improving gradually. Pte. Berry, a member of the band of the 246th Battalion now in England, not having passed the medical test for overseas duty, is stationed at the Wellington Barracks. He was entertained Tuesday evening by Miss Symonds and Charles Johnson, at 118 Creighton street, the residence of Mrs. Berta Johnson. bbox=[711, 872, 936, 986]
section-heading: SPRINGFIELD, MASS. bbox=[995, 1057, 1121, 1071]
article-paragraph: Cardozo: Machine Shop—Francis C. Carter and William M. Queen; Carpentry—Louis Williams; Plastering—Samuel Snowden and William H. Hill. bbox=[9, 748, 234, 780]
column-rule bbox=[707, 52, 708, 2184]
ad-address: 213 W. 53rd St., N. Y. bbox=[1565, 1321, 1664, 1333]
ad-title: GORDON HOUSE bbox=[1437, 855, 1512, 890]
section-heading: LEXINGTON, VA. bbox=[1010, 65, 1106, 79]
ad-text: MEALS SERVED AT ALL HOURS bbox=[1556, 956, 1674, 966]
article-paragraph: Mrs. F. W. Brown spent Saturday at Clark's Summit, Pa. bbox=[711, 280, 936, 301]
article-paragraph: Mrs. M. W. Ross, Mrs. Golden Pettigrew and Miss Mamie Ross returned Saturday from White Sulphur Springs. bbox=[946, 123, 1170, 154]
ad-text: This hotel has been renovated throughout, regardless of time and expense. Employment O—ce attached. bbox=[1414, 615, 1675, 634]
ad-proprietor: MRS. L. D. LAWS, Prop. bbox=[1571, 1190, 1658, 1199]
ad-title: Monarch Cafe bbox=[1574, 1655, 1655, 1703]
laws-house-ad bbox=[1546, 1130, 1683, 1225]
ad-text: Bennie Freeman, mgr. Apr. 30-3mo bbox=[1553, 1761, 1676, 1771]
ad-proprietor: MRS. F. B. WHITE, PROPRIETOR bbox=[1414, 999, 1535, 1008]
gordon-house-ad bbox=[1406, 852, 1543, 973]
ad-text: This distinctive hotel has every modern improvement. First class restaurant, with private dining room attached. Pool and Billiard parlor annexed. Rooms, with or without board at moderate prices. Two bat lines, trolley and stage line pass the door. Excellent train service. 100 feet from R. R. station. For further information inquire bbox=[1411, 536, 1677, 585]
column-rule bbox=[239, 52, 240, 2184]
ad-address: 115 WEST 131st ST. bbox=[1414, 1739, 1438, 1778]
